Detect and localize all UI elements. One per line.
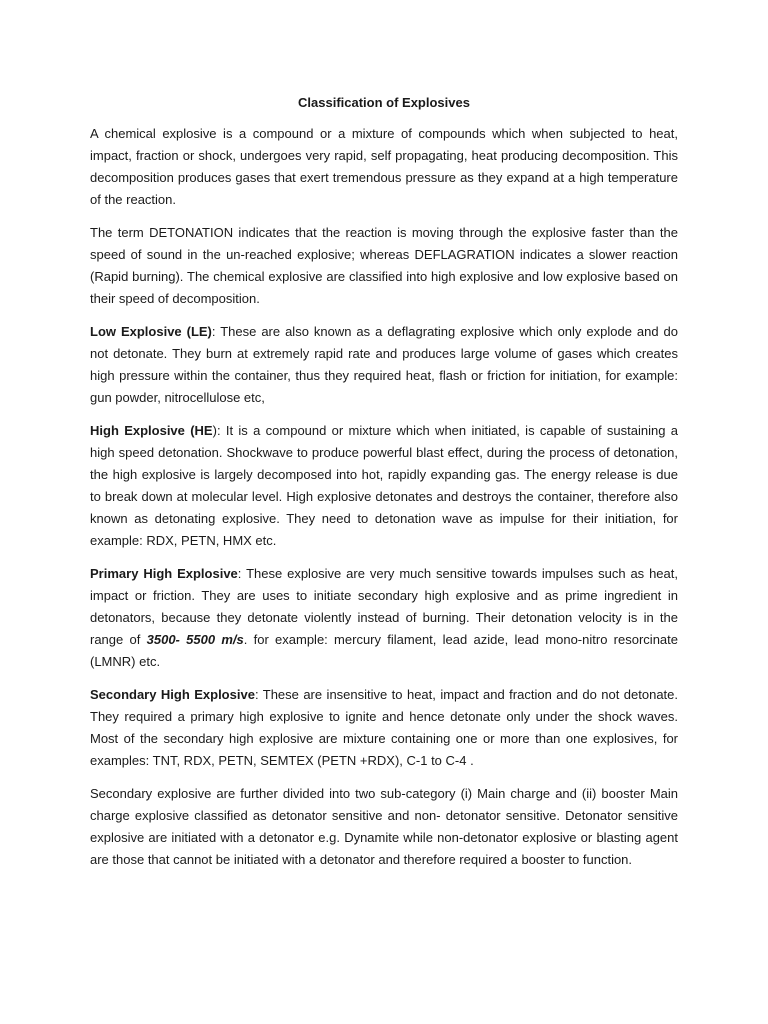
intro-paragraph: A chemical explosive is a compound or a mixture of compounds which when subjected to heat, impact, fraction or shock, undergoes very rapid, self propagating, heat producing decomposition. This decomposition produces gases that exert tremendous pressure as they expand at a high temperature of the reaction. xyxy=(90,126,678,207)
primary-explosive-text-after: . for example: mercury filament, lead azide, lead mono-nitro resorcinate (LMNR) etc. xyxy=(90,632,678,669)
low-explosive-term: Low Explosive (LE) xyxy=(90,324,212,339)
secondary-explosive-text: : These are insensitive to heat, impact and fraction and do not detonate. They required a primary high explosive to ignite and hence detonate only under the shock waves. Most of the secondary high explosive are mixture containing one or more than one explosives, for examples: TNT, RDX, PETN, SEMTEX (PETN +RDX), C-1 to C-4 . xyxy=(90,687,678,768)
primary-explosive-text-before: : These explosive are very much sensitive towards impulses such as heat, impact or friction. They are uses to initiate secondary high explosive and as prime ingredient in detonators, because they detonate violently instead of burning. Their detonation velocity is in the range of xyxy=(90,566,678,647)
secondary-explosive-term: Secondary High Explosive xyxy=(90,687,255,702)
low-explosive-paragraph xyxy=(90,321,678,409)
document-page xyxy=(90,92,678,882)
high-explosive-paragraph xyxy=(90,420,678,552)
high-explosive-text: ): It is a compound or mixture which when initiated, is capable of sustaining a high speed detonation. Shockwave to produce powerful blast effect, during the process of detonation, the high explosive is largely decomposed into hot, rapidly expanding gas. The energy release is due to break down at molecular level. High explosive detonates and destroys the container, therefore also known as detonating explosive. They need to detonation wave as impulse for their initiation, for example: RDX, PETN, HMX etc. xyxy=(90,423,678,548)
page-title: Classification of Explosives xyxy=(298,95,470,110)
primary-explosive-term: Primary High Explosive xyxy=(90,566,238,581)
detonation-paragraph: The term DETONATION indicates that the reaction is moving through the explosive faster than the speed of sound in the un-reached explosive; whereas DEFLAGRATION indicates a slower reaction (Rapid burning). The chemical explosive are classified into high explosive and low explosive based on their speed of decomposition. xyxy=(90,225,678,306)
subcategory-paragraph: Secondary explosive are further divided into two sub-category (i) Main charge and (ii) booster Main charge explosive classified as detonator sensitive and non- detonator sensitive. Detonator sensitive explosive are initiated with a detonator e.g. Dynamite while non-detonator explosive or blasting agent are those that cannot be initiated with a detonator and therefore required a booster to function. xyxy=(90,786,678,867)
low-explosive-text: : These are also known as a deflagrating explosive which only explode and do not detonate. They burn at extremely rapid rate and produces large volume of gases which creates high pressure within the container, thus they required heat, flash or friction for initiation, for example: gun powder, nitrocellulose etc, xyxy=(90,324,678,405)
high-explosive-term: High Explosive (HE xyxy=(90,423,213,438)
primary-explosive-paragraph xyxy=(90,563,678,673)
secondary-explosive-paragraph xyxy=(90,684,678,772)
detonation-velocity: 3500- 5500 m/s xyxy=(146,632,244,647)
